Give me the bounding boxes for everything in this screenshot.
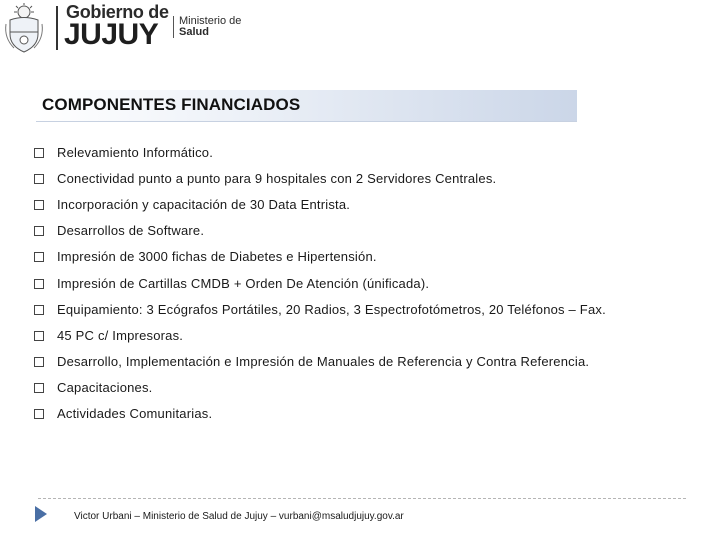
- ministry-divider: [173, 16, 174, 38]
- list-item: [34, 349, 606, 375]
- checkbox-bullet-icon: [34, 252, 44, 262]
- ministry-label: [179, 16, 241, 38]
- section-header: [36, 90, 577, 122]
- list-item: [34, 296, 606, 322]
- checkbox-bullet-icon: [34, 226, 44, 236]
- list-item: [34, 165, 606, 191]
- list-item-text: Relevamiento Informático.: [57, 144, 214, 160]
- logo: [0, 0, 260, 60]
- logo-text-jujuy: JUJUY: [64, 18, 159, 51]
- list-item: [34, 322, 606, 348]
- list-item: [34, 191, 606, 217]
- list-item: [34, 139, 606, 165]
- list-item: [34, 401, 606, 427]
- triangle-right-icon: [34, 505, 48, 523]
- list-item-text: Impresión de Cartillas CMDB + Orden De Atención (únificada).: [57, 275, 430, 291]
- checkbox-bullet-icon: [34, 409, 44, 419]
- ministry-line1: Ministerio de: [179, 15, 242, 27]
- logo-text-gobierno: Gobierno de: [66, 2, 169, 22]
- checkbox-bullet-icon: [34, 331, 44, 341]
- footer-text: Victor Urbani – Ministerio de Salud de Jujuy – vurbani@msaludjujuy.gov.ar: [74, 511, 404, 522]
- list-item-text: Impresión de 3000 fichas de Diabetes e Hipertensión.: [57, 249, 377, 265]
- list-item-text: Equipamiento: 3 Ecógrafos Portátiles, 20 Radios, 3 Espectrofotómetros, 20 Teléfonos – Fax.: [57, 301, 606, 317]
- checkbox-bullet-icon: [34, 357, 44, 367]
- list-item: [34, 244, 606, 270]
- checkbox-bullet-icon: [34, 305, 44, 315]
- logo-divider: [56, 6, 58, 50]
- checkbox-bullet-icon: [34, 279, 44, 289]
- checkbox-bullet-icon: [34, 383, 44, 393]
- checkbox-bullet-icon: [34, 200, 44, 210]
- list-item: [34, 270, 606, 296]
- section-title: COMPONENTES FINANCIADOS: [42, 95, 301, 114]
- list-item-text: Capacitaciones.: [57, 380, 153, 396]
- list-item-text: Desarrollo, Implementación e Impresión de Manuales de Referencia y Contra Referencia.: [57, 354, 590, 370]
- checkbox-bullet-icon: [34, 148, 44, 158]
- list-item-text: 45 PC c/ Impresoras.: [57, 327, 184, 343]
- footer-divider: [38, 498, 686, 499]
- list-item-text: Conectividad punto a punto para 9 hospitales con 2 Servidores Centrales.: [57, 170, 497, 186]
- list-item: [34, 375, 606, 401]
- components-list: [34, 139, 606, 427]
- checkbox-bullet-icon: [34, 174, 44, 184]
- list-item-text: Desarrollos de Software.: [57, 223, 205, 239]
- list-item-text: Actividades Comunitarias.: [57, 406, 213, 422]
- list-item: [34, 218, 606, 244]
- coat-of-arms-icon: [2, 2, 46, 54]
- ministry-line2: Salud: [179, 26, 209, 38]
- list-item-text: Incorporación y capacitación de 30 Data Entrista.: [57, 196, 351, 212]
